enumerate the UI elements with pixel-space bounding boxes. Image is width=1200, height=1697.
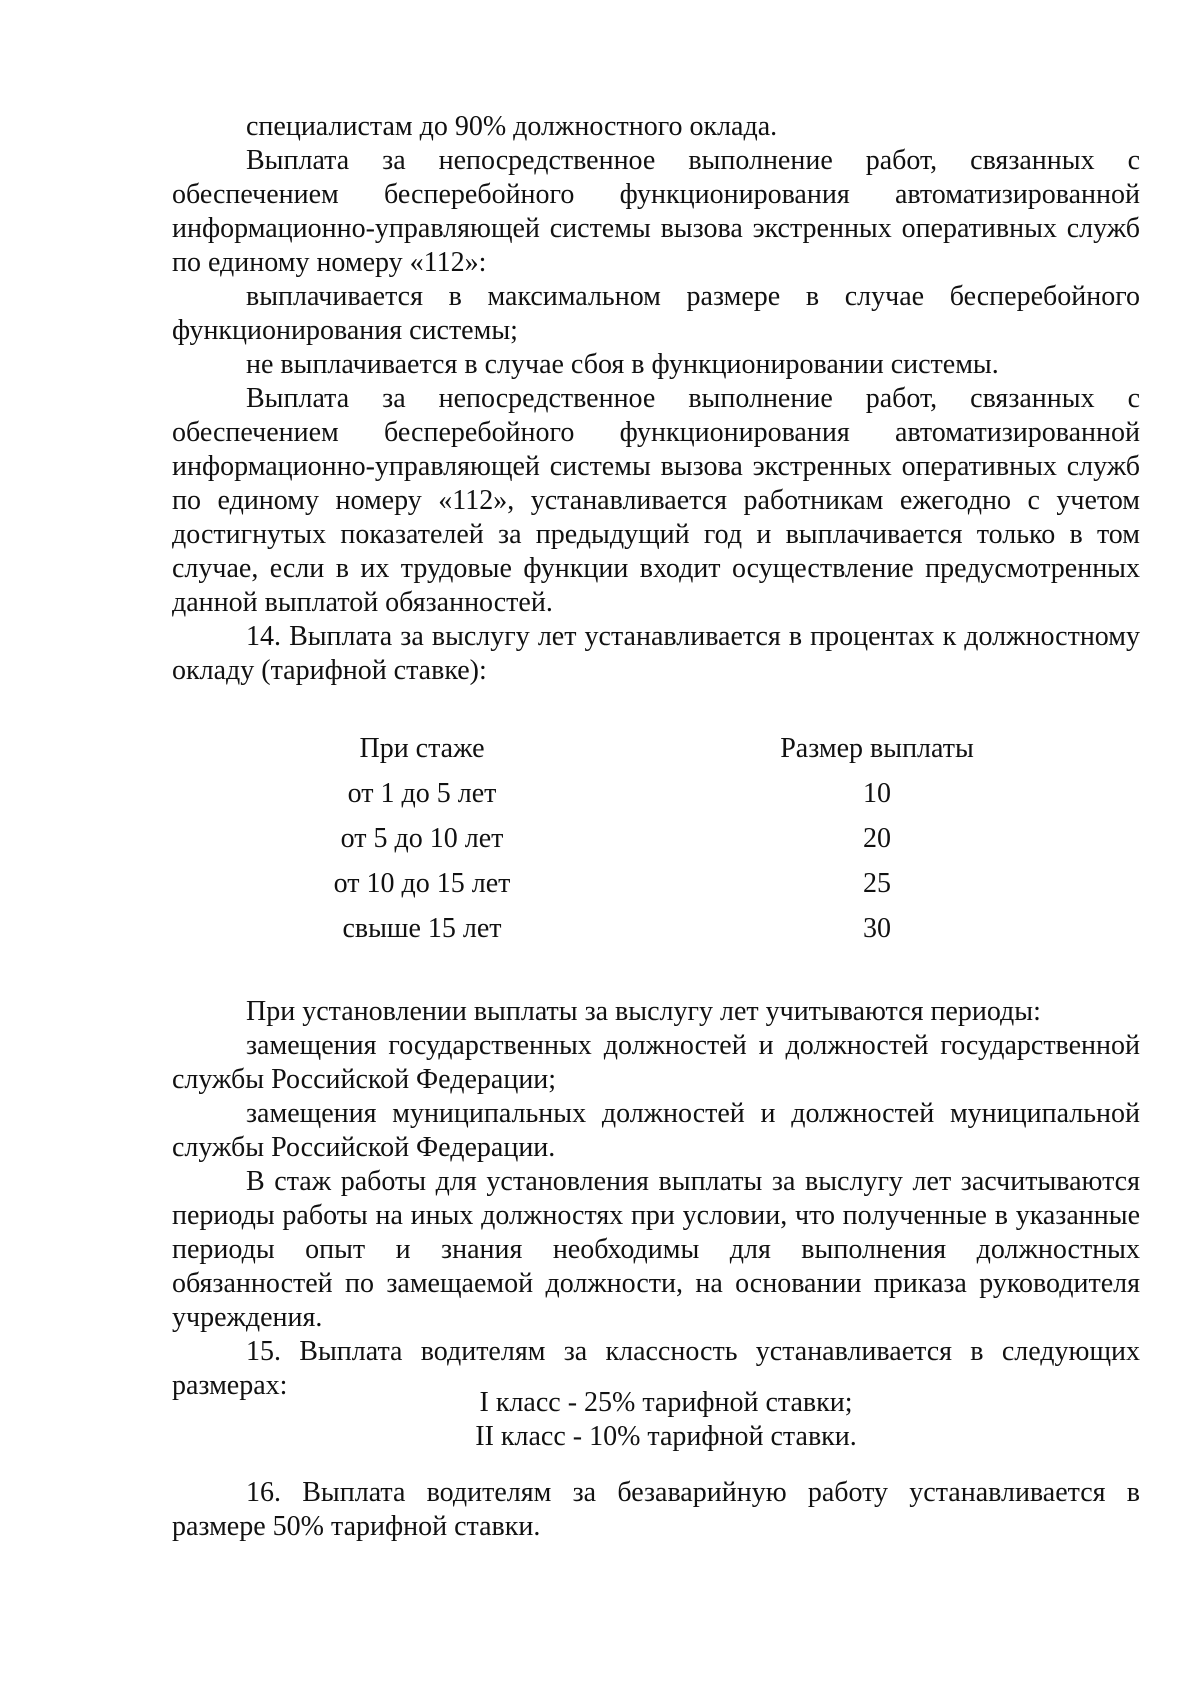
table-row: [172, 822, 1140, 867]
paragraph: При установлении выплаты за выслугу лет учитываются периоды:: [246, 996, 1041, 1027]
paragraph: специалистам до 90% должностного оклада.: [246, 111, 778, 142]
paragraph: замещения муниципальных должностей и должностей муниципальной службы Российской Федерации.: [172, 1098, 1140, 1163]
paragraph: замещения государственных должностей и должностей государственной службы Российской Федерации;: [172, 1030, 1140, 1095]
class-rate-line: II класс - 10% тарифной ставки.: [475, 1421, 857, 1452]
table-header-row: [172, 732, 1140, 777]
text-block-3: [172, 1476, 1140, 1544]
table-cell: 30: [863, 913, 891, 944]
text-block-2: [172, 995, 1140, 1403]
table-cell: от 10 до 15 лет: [333, 868, 511, 899]
table-row: [172, 912, 1140, 957]
table-row: [172, 777, 1140, 822]
text-block-1: [172, 110, 1140, 688]
paragraph: Выплата за непосредственное выполнение работ, связанных с обеспечением бесперебойного функционирования автоматизированной информационно-управляющей системы вызова экстренных оперативных служб по единому номеру «112»:: [172, 145, 1140, 278]
table-cell: свыше 15 лет: [342, 913, 502, 944]
paragraph: не выплачивается в случае сбоя в функционировании системы.: [246, 349, 999, 380]
seniority-table: [172, 732, 1140, 957]
table-cell: 10: [863, 778, 891, 809]
table-row: [172, 867, 1140, 912]
paragraph: 15. Выплата водителям за классность устанавливается в следующих размерах:: [172, 1336, 1140, 1401]
paragraph: 14. Выплата за выслугу лет устанавливается в процентах к должностному окладу (тарифной ставке):: [172, 621, 1140, 686]
paragraph: выплачивается в максимальном размере в случае бесперебойного функционирования системы;: [172, 281, 1140, 346]
table-cell: от 5 до 10 лет: [340, 823, 504, 854]
paragraph: Выплата за непосредственное выполнение работ, связанных с обеспечением бесперебойного функционирования автоматизированной информационно-управляющей системы вызова экстренных оперативных служб по единому номеру «112», устанавливается работникам ежегодно с учетом достигнутых показателей за предыдущий год и выплачивается только в том случае, если в их трудовые функции входит осуществление предусмотренных данной выплатой обязанностей.: [172, 383, 1140, 618]
class-rate-line: I класс - 25% тарифной ставки;: [479, 1387, 853, 1418]
table-header-cell: Размер выплаты: [780, 733, 974, 764]
table-cell: 25: [863, 868, 891, 899]
table-header-cell: При стаже: [359, 733, 485, 764]
paragraph: В стаж работы для установления выплаты за выслугу лет засчитываются периоды работы на иных должностях при условии, что полученные в указанные периоды опыт и знания необходимы для выполнения должностных обязанностей по замещаемой должности, на основании приказа руководителя учреждения.: [172, 1166, 1140, 1333]
class-rates: [172, 1386, 1140, 1454]
table-cell: 20: [863, 823, 891, 854]
paragraph: 16. Выплата водителям за безаварийную работу устанавливается в размере 50% тарифной ставки.: [172, 1477, 1140, 1542]
table-cell: от 1 до 5 лет: [347, 778, 497, 809]
